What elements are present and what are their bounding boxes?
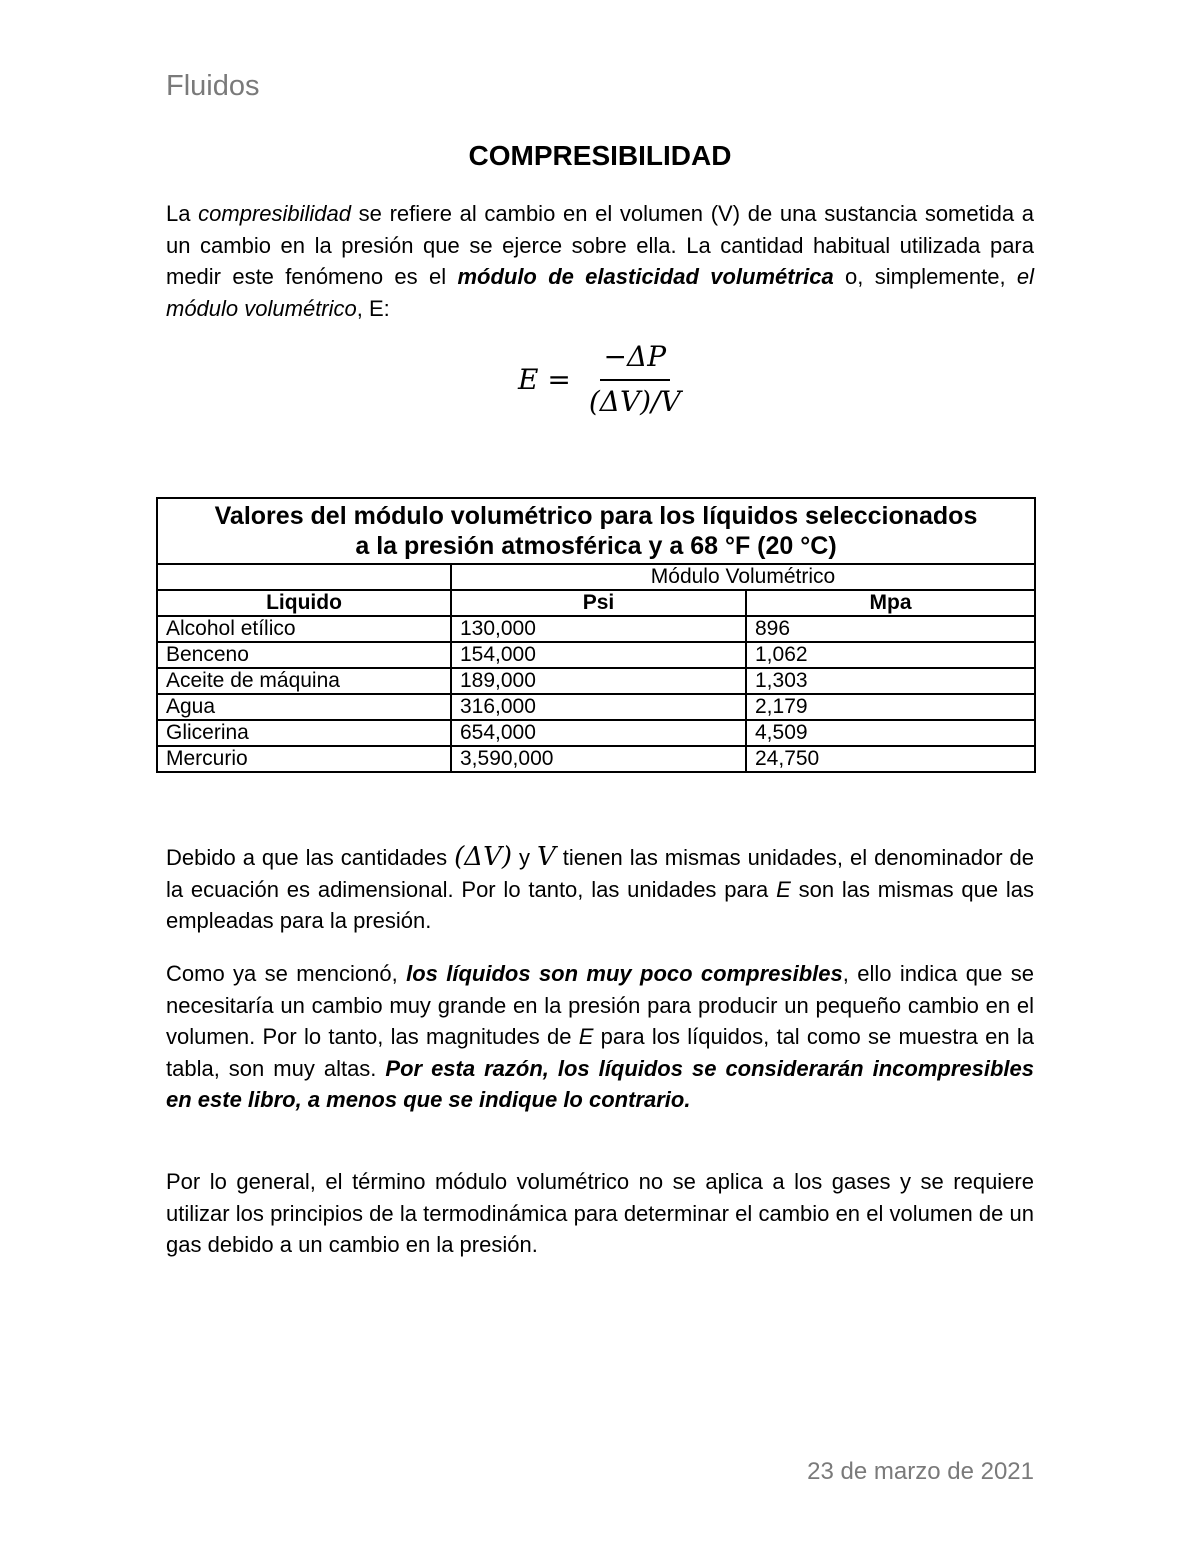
cell-psi: 154,000 bbox=[451, 642, 746, 668]
cell-mpa: 2,179 bbox=[746, 694, 1035, 720]
cell-liquid: Alcohol etílico bbox=[157, 616, 451, 642]
col-header-mpa: Mpa bbox=[746, 590, 1035, 616]
incompressible-conclusion: Por esta razón, los líquidos se considerarán incompresibles en este libro, a menos que se indique lo contrario. bbox=[166, 1055, 1034, 1112]
intro-text: se refiere al cambio en el volumen (V) de una sustancia sometida a un cambio en la presión que se ejerce sobre ella. La cantidad habitual utilizada para medir este fenómeno es el bbox=[166, 201, 1034, 289]
symbol-e: E bbox=[578, 1024, 594, 1049]
intro-text: La bbox=[166, 201, 199, 226]
cell-mpa: 4,509 bbox=[746, 720, 1035, 746]
incompressible-paragraph bbox=[166, 958, 1034, 1116]
units-paragraph bbox=[166, 842, 1034, 937]
page-footer-date: 23 de marzo de 2021 bbox=[807, 1458, 1034, 1485]
intro-term: compresibilidad bbox=[198, 201, 351, 226]
math-v: V bbox=[536, 842, 556, 872]
intro-text: o, simplemente, bbox=[833, 264, 1017, 289]
incompressible-emphasis: los líquidos son muy poco compresibles bbox=[406, 961, 843, 986]
table-group-header: Módulo Volumétrico bbox=[451, 564, 1035, 590]
incompressible-text: para los líquidos, tal como se muestra en la tabla, son muy altas. bbox=[166, 1024, 1034, 1081]
incompressible-text: Como ya se mencionó, bbox=[166, 961, 407, 986]
units-text: tienen las mismas unidades, el denominador de la ecuación es adimensional. Por lo tanto, las unidades para bbox=[166, 845, 1034, 902]
cell-liquid: Agua bbox=[157, 694, 451, 720]
table-row bbox=[157, 720, 1035, 746]
intro-emphasis: módulo de elasticidad volumétrica bbox=[457, 264, 834, 289]
math-delta-v: (ΔV) bbox=[454, 842, 512, 872]
page-header: Fluidos bbox=[166, 70, 260, 102]
formula-lhs: E = bbox=[518, 362, 571, 396]
intro-paragraph bbox=[166, 198, 1034, 324]
units-text: y bbox=[512, 845, 537, 870]
cell-mpa: 1,303 bbox=[746, 668, 1035, 694]
cell-mpa: 1,062 bbox=[746, 642, 1035, 668]
bulk-modulus-formula bbox=[518, 340, 685, 418]
cell-psi: 654,000 bbox=[451, 720, 746, 746]
cell-mpa: 896 bbox=[746, 616, 1035, 642]
cell-liquid: Aceite de máquina bbox=[157, 668, 451, 694]
units-text: Debido a que las cantidades bbox=[166, 845, 455, 870]
table-blank-header bbox=[157, 564, 451, 590]
cell-liquid: Benceno bbox=[157, 642, 451, 668]
cell-psi: 316,000 bbox=[451, 694, 746, 720]
formula-numerator: −ΔP bbox=[600, 340, 671, 381]
table-row bbox=[157, 694, 1035, 720]
cell-mpa: 24,750 bbox=[746, 746, 1035, 772]
incompressible-text: , ello indica que se necesitaría un cambio muy grande en la presión para producir un pequeño cambio en el volumen. Por lo tanto, las magnitudes de bbox=[166, 961, 1034, 1049]
formula-fraction bbox=[585, 340, 685, 418]
table-row bbox=[157, 746, 1035, 772]
symbol-e: E bbox=[776, 876, 791, 902]
table-caption-line1: Valores del módulo volumétrico para los líquidos seleccionados bbox=[214, 502, 978, 530]
table-row bbox=[157, 616, 1035, 642]
col-header-psi: Psi bbox=[451, 590, 746, 616]
intro-text: , E: bbox=[356, 295, 390, 321]
table-caption-line2: a la presión atmosférica y a 68 °F (20 °C) bbox=[355, 532, 837, 560]
bulk-modulus-table bbox=[156, 497, 1036, 773]
intro-term: el módulo volumétrico bbox=[166, 264, 1035, 321]
table-caption bbox=[157, 498, 1035, 564]
cell-psi: 3,590,000 bbox=[451, 746, 746, 772]
col-header-liquid: Liquido bbox=[157, 590, 451, 616]
cell-liquid: Glicerina bbox=[157, 720, 451, 746]
units-text: son las mismas que las empleadas para la presión. bbox=[166, 876, 1035, 933]
formula-denominator: (ΔV)/V bbox=[588, 385, 681, 418]
cell-psi: 189,000 bbox=[451, 668, 746, 694]
cell-liquid: Mercurio bbox=[157, 746, 451, 772]
cell-psi: 130,000 bbox=[451, 616, 746, 642]
gases-paragraph: Por lo general, el término módulo volumétrico no se aplica a los gases y se requiere utilizar los principios de la termodinámica para determinar el cambio en el volumen de un gas debido a un cambio en la presión. bbox=[166, 1169, 1034, 1257]
table-row bbox=[157, 668, 1035, 694]
page-title: COMPRESIBILIDAD bbox=[468, 140, 732, 171]
table-row bbox=[157, 642, 1035, 668]
